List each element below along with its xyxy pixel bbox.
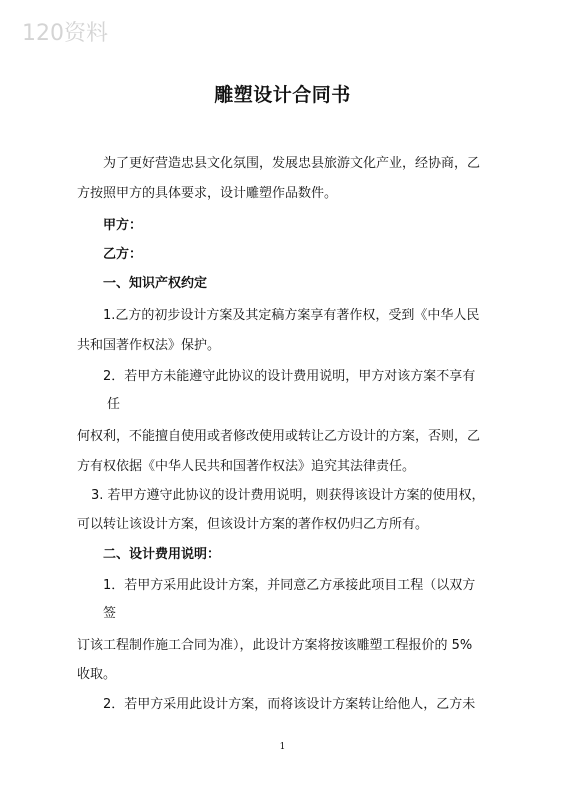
- paragraph-line: 任: [107, 397, 121, 412]
- paragraph-line: 订该工程制作施工合同为准），此设计方案将按该雕塑工程报价的 5%: [77, 638, 473, 653]
- party-a-label: 甲方：: [103, 218, 143, 233]
- paragraph-line: 签: [103, 606, 117, 621]
- paragraph-line: 方按照甲方的具体要求，设计雕塑作品数件。: [77, 186, 338, 201]
- paragraph-line: 1.乙方的初步设计方案及其定稿方案享有著作权，受到《中华人民: [103, 308, 480, 323]
- watermark: 120资料: [22, 21, 108, 46]
- section-heading: 二、设计费用说明：: [103, 547, 221, 562]
- paragraph-line: 共和国著作权法》保护。: [77, 338, 221, 353]
- paragraph-line: 何权利，不能擅自使用或者修改使用或转让乙方设计的方案，否则，乙: [77, 429, 481, 444]
- document-title: 雕塑设计合同书: [214, 84, 351, 106]
- paragraph-line: 方有权依据《中华人民共和国著作权法》追究其法律责任。: [77, 459, 416, 474]
- paragraph-line: 收取。: [77, 667, 117, 682]
- section-heading: 一、知识产权约定: [103, 276, 208, 291]
- paragraph-line: 3. 若甲方遵守此协议的设计费用说明，则获得该设计方案的使用权，: [91, 488, 485, 503]
- page-number: 1: [279, 742, 286, 752]
- paragraph-line: 2．若甲方采用此设计方案，而将该设计方案转让给他人，乙方未: [103, 697, 476, 712]
- paragraph-line: 为了更好营造忠县文化氛围，发展忠县旅游文化产业，经协商，乙: [103, 156, 481, 171]
- paragraph-line: 2．若甲方未能遵守此协议的设计费用说明，甲方对该方案不享有: [103, 369, 476, 384]
- paragraph-line: 1．若甲方采用此设计方案，并同意乙方承接此项目工程（以双方: [103, 578, 476, 593]
- paragraph-line: 可以转让该设计方案，但该设计方案的著作权仍归乙方所有。: [77, 517, 429, 532]
- party-b-label: 乙方：: [103, 247, 143, 262]
